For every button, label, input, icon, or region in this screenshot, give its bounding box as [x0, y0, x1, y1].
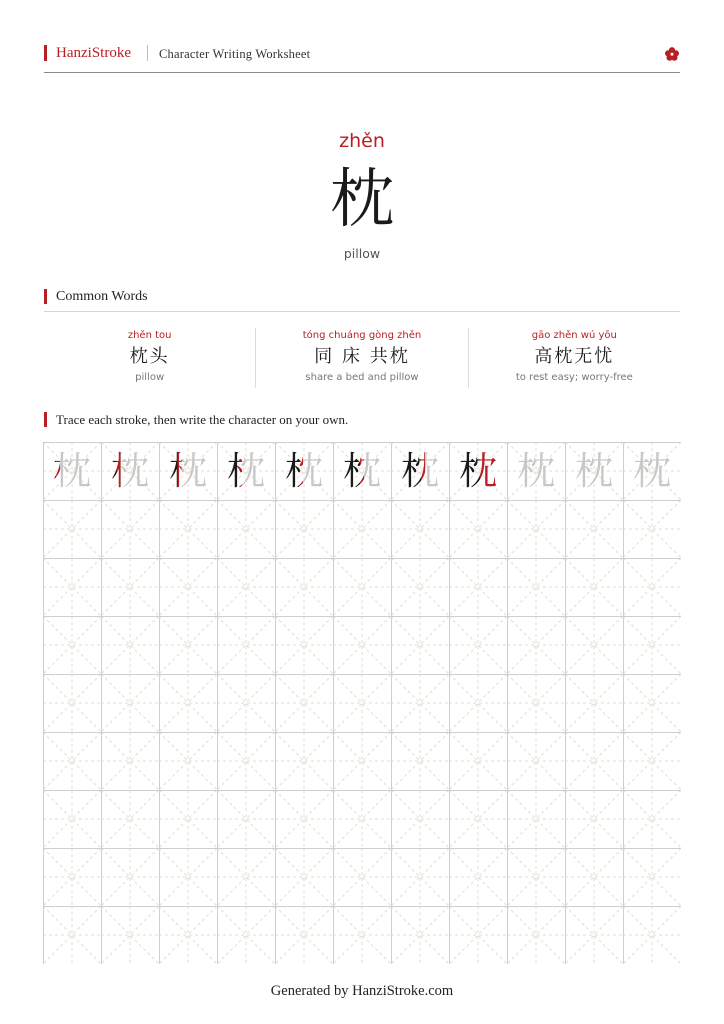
word-pinyin: zhěn tou: [127, 330, 172, 341]
word-item: [468, 328, 680, 388]
worksheet-subtitle: Character Writing Worksheet: [159, 47, 311, 61]
trace-glyph: 枕: [52, 449, 91, 493]
word-meaning: to rest easy; worry-free: [515, 372, 633, 383]
brand-accent-bar: [44, 45, 47, 61]
worksheet-header: [44, 44, 680, 62]
trace-glyph: 枕: [110, 449, 149, 493]
header-divider: [44, 72, 680, 73]
section-accent-bar: [44, 412, 47, 427]
stroke-step-cell: [391, 442, 449, 500]
trace-glyph: 枕: [342, 449, 381, 493]
footer-credit: Generated by HanziStroke.com: [270, 983, 454, 999]
trace-glyph: 枕: [284, 449, 323, 493]
trace-glyph-cell: [623, 442, 681, 500]
trace-glyph: 枕: [458, 449, 497, 493]
plum-blossom-icon: [664, 46, 680, 62]
trace-glyph: 枕: [400, 449, 439, 493]
stroke-step-cell: [159, 442, 217, 500]
practice-grid[interactable]: [43, 442, 681, 964]
header-separator: [147, 45, 148, 61]
character-hanzi: 枕: [330, 163, 394, 237]
trace-glyph: 枕: [632, 449, 671, 493]
word-item: [44, 328, 255, 388]
word-hanzi: 枕头: [129, 346, 170, 367]
practice-instruction: Trace each stroke, then write the character on your own.: [56, 412, 349, 427]
common-words-divider: [44, 311, 680, 312]
word-item: [255, 328, 467, 388]
word-pinyin: gāo zhěn wú yōu: [531, 330, 617, 341]
stroke-step-cell: [217, 442, 275, 500]
trace-glyph-cell: [565, 442, 623, 500]
trace-glyph: 枕: [516, 449, 555, 493]
stroke-step-cell: [101, 442, 159, 500]
word-hanzi: 高枕无忧: [534, 346, 615, 367]
stroke-step-cell: [275, 442, 333, 500]
word-pinyin: tóng chuáng gòng zhěn: [302, 330, 422, 341]
trace-glyph: 枕: [226, 449, 265, 493]
word-meaning: pillow: [135, 372, 165, 383]
stroke-step-cell: [43, 442, 101, 500]
word-meaning: share a bed and pillow: [305, 372, 419, 383]
grid-lines: [43, 442, 681, 964]
trace-glyph-cell: [507, 442, 565, 500]
section-accent-bar: [44, 289, 47, 304]
stroke-step-cell: [449, 442, 507, 500]
character-pinyin: zhěn: [339, 130, 385, 152]
trace-glyph: 枕: [168, 449, 207, 493]
brand-name[interactable]: HanziStroke: [56, 45, 131, 61]
common-words-list: [44, 328, 680, 388]
word-hanzi: 同 床 共枕: [314, 346, 410, 367]
common-words-title: Common Words: [56, 289, 148, 304]
trace-glyph: 枕: [574, 449, 613, 493]
character-meaning: pillow: [343, 246, 381, 261]
stroke-step-cell: [333, 442, 391, 500]
